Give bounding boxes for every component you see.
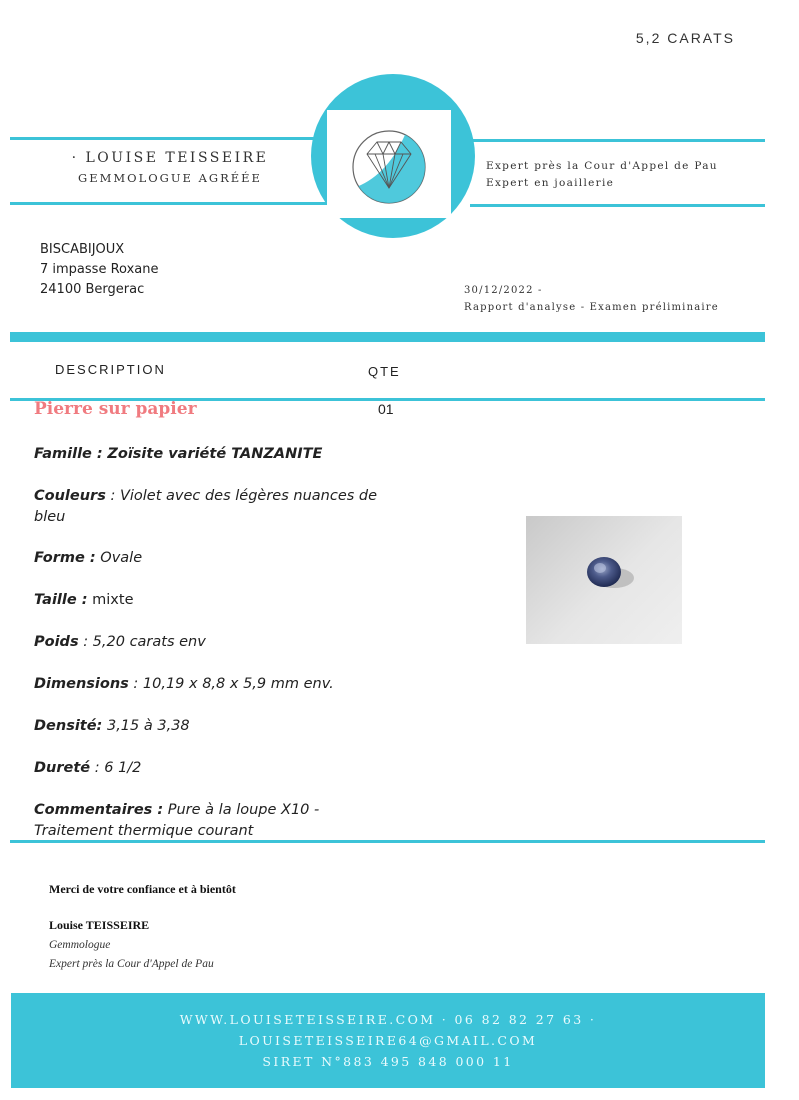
report-subject: Rapport d'analyse - Examen préliminaire bbox=[464, 302, 719, 313]
attribute-row bbox=[34, 444, 379, 465]
report-info bbox=[464, 282, 764, 316]
report-date: 30/12/2022 - bbox=[464, 285, 543, 296]
attribute-key: Forme : bbox=[34, 550, 96, 566]
column-header-description: DESCRIPTION bbox=[55, 362, 166, 377]
gemstone-photo bbox=[526, 516, 682, 644]
attribute-row bbox=[34, 548, 379, 569]
attribute-key: Poids bbox=[34, 634, 79, 650]
attribute-value: mixte bbox=[92, 592, 134, 608]
gemmologist-name: · LOUISE TEISSEIRE bbox=[71, 150, 269, 166]
signatory-role-2: Expert près la Cour d'Appel de Pau bbox=[49, 958, 214, 970]
logo-panel bbox=[327, 110, 451, 218]
footer-contact bbox=[11, 993, 765, 1088]
attribute-key: Taille : bbox=[34, 592, 88, 608]
footer-website-phone: WWW.LOUISETEISSEIRE.COM · 06 82 82 27 63 · bbox=[179, 1012, 597, 1027]
attribute-row bbox=[34, 800, 354, 842]
thanks-message: Merci de votre confiance et à bientôt bbox=[49, 882, 236, 896]
attribute-key: Dureté bbox=[34, 760, 91, 776]
client-address bbox=[40, 240, 158, 300]
attribute-row bbox=[34, 590, 379, 611]
attribute-value: : Violet avec des légères nuances de bleu bbox=[34, 488, 378, 525]
header-line-left-top bbox=[10, 137, 330, 140]
gemstone-icon bbox=[526, 516, 682, 644]
header-line-right-bottom bbox=[470, 204, 765, 207]
signatory-role: Gemmologue bbox=[49, 939, 111, 951]
attribute-value: 3,15 à 3,38 bbox=[106, 718, 190, 734]
attribute-row bbox=[34, 486, 379, 528]
item-quantity: 01 bbox=[378, 401, 394, 417]
attribute-key: Famille : bbox=[34, 446, 103, 462]
content-end-divider bbox=[10, 840, 765, 843]
attribute-row bbox=[34, 758, 379, 779]
item-title: Pierre sur papier bbox=[34, 399, 197, 419]
gemmologist-identity bbox=[40, 150, 300, 185]
attribute-row bbox=[34, 716, 379, 737]
client-city: 24100 Bergerac bbox=[40, 282, 145, 297]
cropped-heading bbox=[190, 0, 490, 4]
carat-weight-label: 5,2 CARATS bbox=[635, 30, 735, 46]
gemmologist-title: GEMMOLOGUE AGRÉÉE bbox=[78, 171, 262, 185]
attribute-key: Dimensions bbox=[34, 676, 129, 692]
attribute-key: Couleurs bbox=[34, 488, 106, 504]
expert-credentials bbox=[486, 158, 786, 192]
attribute-key: Densité: bbox=[34, 718, 103, 734]
expert-line: Expert près la Cour d'Appel de Pau bbox=[486, 160, 718, 172]
attribute-value: Ovale bbox=[100, 550, 143, 566]
attribute-key: Commentaires : bbox=[34, 802, 164, 818]
attribute-value: Zoïsite variété TANZANITE bbox=[107, 446, 323, 462]
footer-email: LOUISETEISSEIRE64@GMAIL.COM bbox=[238, 1033, 538, 1048]
section-divider bbox=[10, 332, 765, 342]
attribute-value: Pure à la loupe X10 - Traitement thermique courant bbox=[34, 802, 320, 839]
header-line-left-bottom bbox=[10, 202, 330, 205]
attribute-value: : 6 1/2 bbox=[94, 760, 142, 776]
client-name: BISCABIJOUX bbox=[40, 242, 125, 257]
header-line-right-top bbox=[470, 139, 765, 142]
attribute-value: : 10,19 x 8,8 x 5,9 mm env. bbox=[133, 676, 334, 692]
diamond-logo-icon bbox=[327, 110, 451, 218]
column-header-qty: QTE bbox=[368, 364, 401, 379]
footer-siret: SIRET N°883 495 848 000 11 bbox=[262, 1054, 514, 1069]
client-street: 7 impasse Roxane bbox=[40, 262, 159, 277]
attribute-row bbox=[34, 674, 379, 695]
expert-line: Expert en joaillerie bbox=[486, 177, 615, 189]
signatory-name: Louise TEISSEIRE bbox=[49, 918, 150, 932]
attribute-value: : 5,20 carats env bbox=[83, 634, 206, 650]
attribute-row bbox=[34, 632, 379, 653]
